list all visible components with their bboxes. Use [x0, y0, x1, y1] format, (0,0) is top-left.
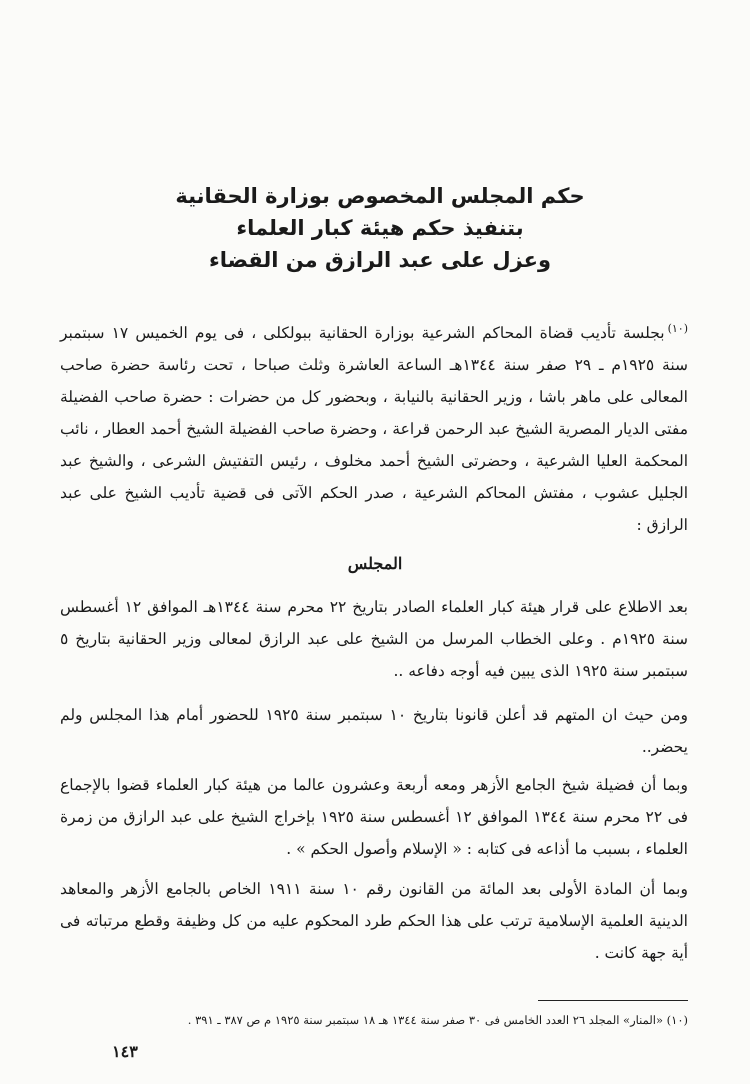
- intro-text: بجلسة تأديب قضاة المحاكم الشرعية بوزارة الحقانية ببولكلى ، فى يوم الخميس ١٧ سبتمبر سنة ١٩٢٥م ـ ٢٩ صفر سنة ١٣٤٤هـ الساعة العاشرة وثلث صباحا ، تحت رئاسة حضرة صاحب المعالى على ماهر باشا ، وزير الحقانية بالنيابة ، وبحضور كل من حضرات : حضرة صاحب الفضيلة مفتى الديار المصرية الشيخ عبد الرحمن قراعة ، وحضرة صاحب الفضيلة الشيخ أحمد العطار ، نائب المحكمة العليا الشرعية ، وحضرتى الشيخ أحمد مخلوف ، رئيس التفتيش الشرعى ، والشيخ عبد الجليل عشوب ، مفتش المحاكم الشرعية ، صدر الحكم الآتى فى قضية تأديب الشيخ على عبد الرازق :: [60, 324, 688, 535]
- footnote-reference: (١٠): [667, 322, 688, 335]
- paragraph-2: [60, 699, 688, 763]
- intro-paragraph: [60, 313, 688, 541]
- footnote: (١٠) «المنار» المجلد ٢٦ العدد الخامس فى ٣٠ صفر سنة ١٣٤٤ هـ ١٨ سبتمبر سنة ١٩٢٥ م ص ٣٨٧ ـ ٣٩١ .: [187, 1013, 688, 1027]
- paragraph-1: [60, 591, 688, 687]
- title-line-2: بتنفيذ حكم هيئة كبار العلماء: [236, 216, 524, 240]
- paragraph-3: [60, 769, 688, 865]
- title-line-1: حكم المجلس المخصوص بوزارة الحقانية: [175, 184, 585, 208]
- title-line-3: وعزل على عبد الرازق من القضاء: [208, 248, 552, 272]
- footnote-divider: [538, 1000, 688, 1001]
- page-number: ١٤٣: [112, 1042, 138, 1061]
- paragraph-1-text: بعد الاطلاع على قرار هيئة كبار العلماء الصادر بتاريخ ٢٢ محرم سنة ١٣٤٤هـ الموافق ١٢ أغسطس سنة ١٩٢٥م . وعلى الخطاب المرسل من الشيخ على عبد الرازق لمعالى وزير الحقانية بتاريخ ٥ سبتمبر سنة ١٩٢٥ الذى يبين فيه أوجه دفاعه ..: [60, 598, 688, 680]
- paragraph-3-text: وبما أن فضيلة شيخ الجامع الأزهر ومعه أربعة وعشرون عالما من هيئة كبار العلماء قضوا بالإجماع فى ٢٢ محرم سنة ١٣٤٤ الموافق ١٢ أغسطس سنة ١٩٢٥ بإخراج الشيخ على عبد الرازق من زمرة العلماء ، بسبب ما أذاعه فى كتابه : « الإسلام وأصول الحكم » .: [60, 776, 688, 858]
- section-heading: المجلس: [347, 554, 403, 573]
- document-title: [150, 180, 610, 276]
- paragraph-2-text: ومن حيث ان المتهم قد أعلن قانونا بتاريخ ١٠ سبتمبر سنة ١٩٢٥ للحضور أمام هذا المجلس ولم يحضر..: [60, 706, 688, 756]
- paragraph-4: [60, 873, 688, 969]
- paragraph-4-text: وبما أن المادة الأولى بعد المائة من القانون رقم ١٠ سنة ١٩١١ الخاص بالجامع الأزهر والمعاهد الدينية العلمية الإسلامية ترتب على هذا الحكم طرد المحكوم عليه من كل وظيفة وقطع مرتباته فى أية جهة كانت .: [60, 880, 688, 962]
